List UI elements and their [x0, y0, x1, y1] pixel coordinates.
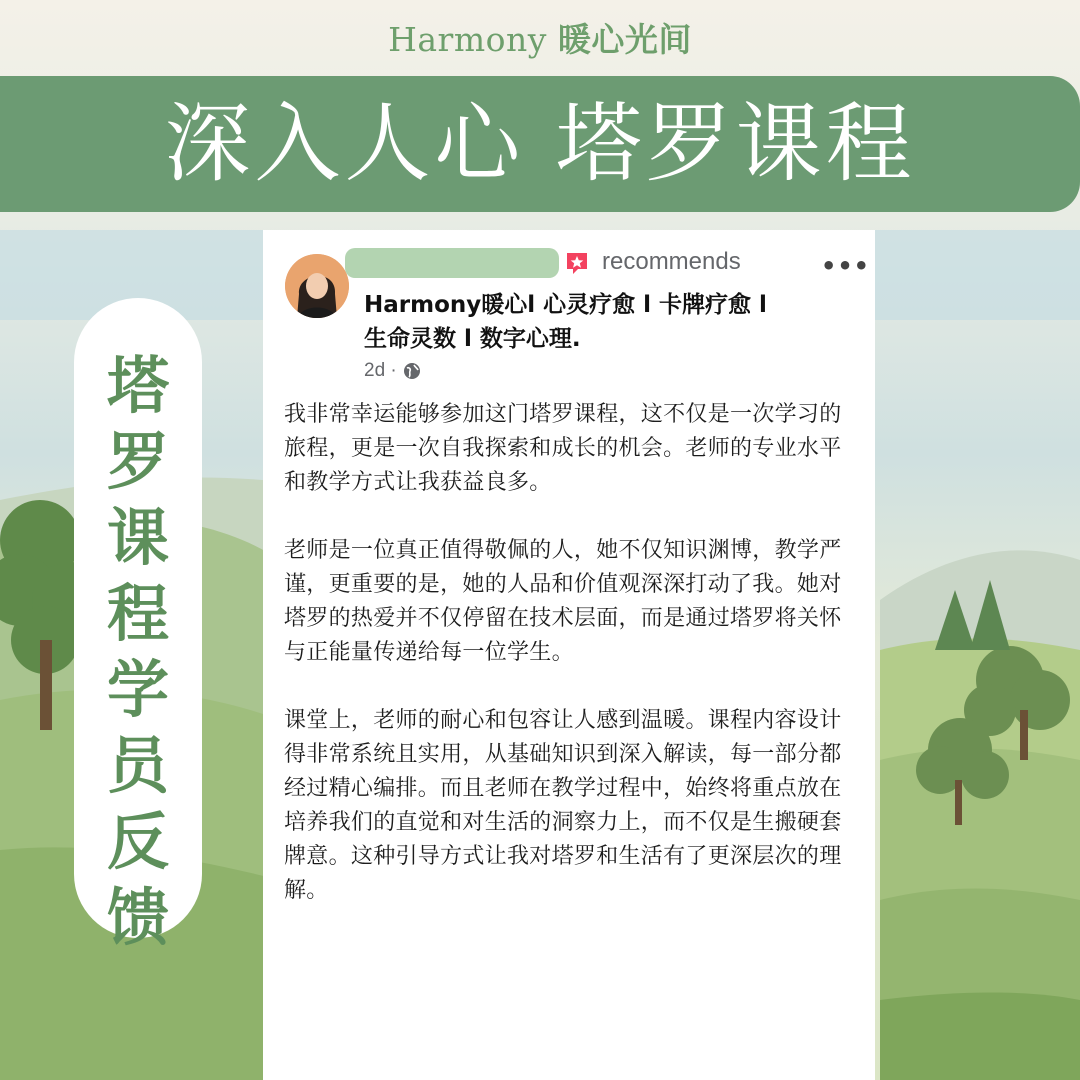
more-options-icon[interactable]: ••• [821, 252, 871, 280]
redacted-username[interactable] [345, 248, 559, 278]
side-char: 程 [106, 577, 169, 650]
recommends-label: recommends [602, 248, 741, 275]
page-name-line2: 生命灵数 l 数字心理. [364, 326, 581, 352]
recommend-icon [564, 250, 590, 276]
side-char: 反 [106, 805, 169, 878]
avatar[interactable] [285, 254, 349, 318]
post-paragraph: 老师是一位真正值得敬佩的人，她不仅知识渊博，教学严谨，更重要的是，她的人品和价值观深深打动了我。她对塔罗的热爱并不仅停留在技术层面，而是通过塔罗将关怀与正能量传递给每一位学生。 [284, 538, 842, 665]
post-body [284, 398, 856, 942]
brand-latin: Harmony [388, 20, 547, 59]
side-char: 课 [106, 501, 169, 574]
avatar-image [285, 254, 349, 318]
title-banner [0, 76, 1080, 212]
banner-title: 深入人心 塔罗课程 [164, 94, 916, 194]
brand-header [0, 14, 1080, 61]
globe-icon [403, 362, 421, 380]
side-label-pill [74, 298, 202, 954]
page-name-line1: Harmony暖心l 心灵疗愈 l 卡牌疗愈 l [364, 292, 767, 318]
post-paragraph: 课堂上，老师的耐心和包容让人感到温暖。课程内容设计得非常系统且实用，从基础知识到深入解读，每一部分都经过精心编排。而且老师在教学过程中，始终将重点放在培养我们的直觉和对生活的洞察力上，而不仅是生搬硬套牌意。这种引导方式让我对塔罗和生活有了更深层次的理解。 [284, 708, 842, 903]
post-time[interactable]: 2d · [364, 360, 397, 381]
post-paragraph: 我非常幸运能够参加这门塔罗课程，这不仅是一次学习的旅程，更是一次自我探索和成长的机会。老师的专业水平和教学方式让我获益良多。 [284, 402, 842, 495]
side-char: 学 [106, 653, 169, 726]
post-card [263, 230, 875, 1080]
side-char: 馈 [106, 881, 169, 954]
post-meta [364, 360, 421, 382]
brand-cn: 暖心光间 [557, 20, 692, 59]
page-name[interactable] [364, 288, 834, 356]
side-char: 员 [106, 729, 169, 802]
side-char: 罗 [106, 425, 169, 498]
side-label-text [74, 348, 202, 956]
side-char: 塔 [106, 349, 169, 422]
